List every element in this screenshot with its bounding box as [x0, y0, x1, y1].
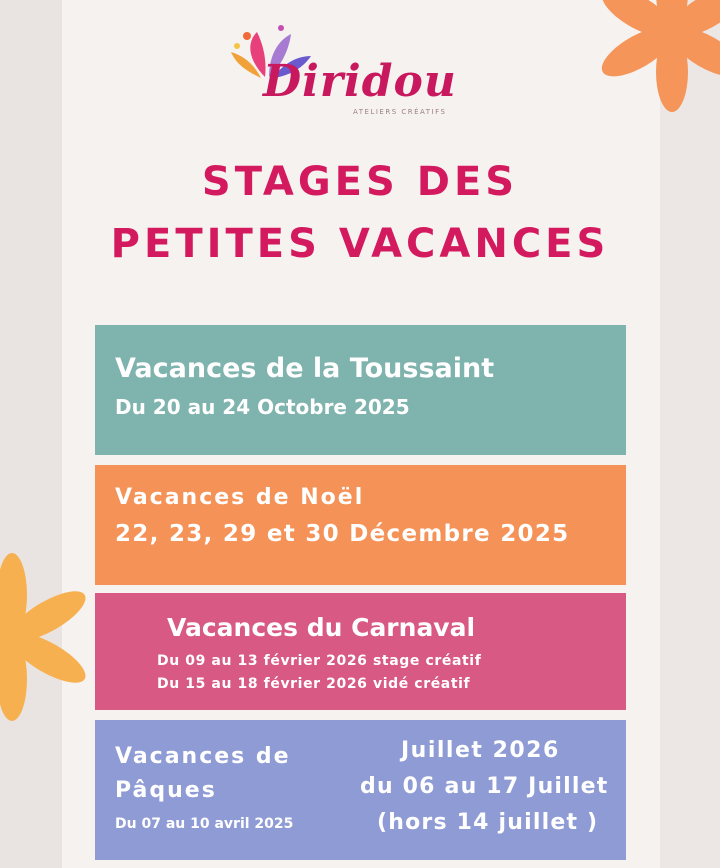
- brand-tagline: ATELIERS CRÉATIFS: [353, 108, 447, 116]
- card-line-1: Du 09 au 13 février 2026 stage créatif: [157, 653, 482, 669]
- page-title-line-1: STAGES DES: [201, 159, 519, 205]
- card-right-line-3: (hors 14 juillet ): [377, 810, 599, 835]
- card-heading: Vacances du Carnaval: [167, 613, 476, 642]
- card-dates: Du 07 au 10 avril 2025: [115, 816, 294, 832]
- card-carnaval: [95, 593, 626, 710]
- page-title-line-2: PETITES VACANCES: [110, 221, 610, 267]
- card-right-line-1: Juillet 2026: [401, 738, 560, 763]
- brand-name: Diridou: [263, 56, 457, 107]
- card-right-line-2: du 06 au 17 Juillet: [360, 774, 609, 799]
- brand-logo: [225, 22, 485, 122]
- card-toussaint: [95, 325, 626, 455]
- card-heading: Vacances de la Toussaint: [115, 353, 495, 384]
- flower-decoration-left-icon: [0, 545, 100, 725]
- right-margin: [660, 0, 720, 868]
- card-noel: [95, 465, 626, 585]
- card-dates: Du 20 au 24 Octobre 2025: [115, 395, 410, 419]
- card-dates: 22, 23, 29 et 30 Décembre 2025: [115, 521, 570, 547]
- card-heading: Vacances de Noël: [115, 485, 365, 510]
- card-heading-line-2: Pâques: [115, 778, 217, 803]
- card-paques-juillet: [95, 720, 626, 860]
- left-margin: [0, 0, 62, 868]
- card-line-2: Du 15 au 18 février 2026 vidé créatif: [157, 676, 471, 692]
- card-heading-line-1: Vacances de: [115, 744, 291, 769]
- flower-decoration-icon: [560, 0, 720, 130]
